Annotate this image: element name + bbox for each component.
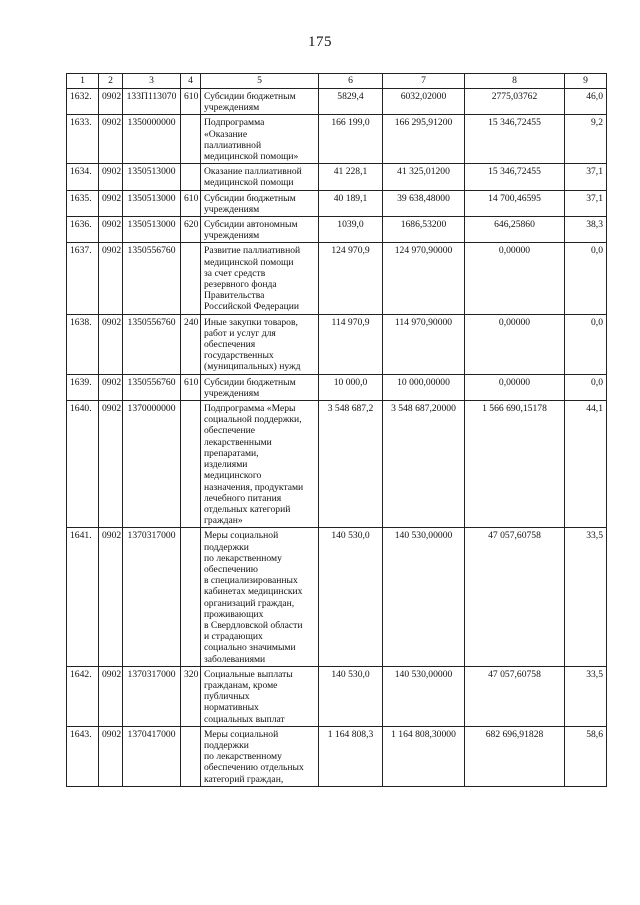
section-code: 0902 — [99, 374, 123, 400]
planned-value: 166 199,0 — [319, 115, 383, 164]
execution-percent: 33,5 — [565, 666, 607, 726]
article-code: 1350000000 — [123, 115, 181, 164]
execution-percent: 37,1 — [565, 164, 607, 190]
revised-value: 140 530,00000 — [383, 666, 465, 726]
row-number: 1633. — [67, 115, 99, 164]
col-header: 5 — [201, 74, 319, 89]
table-row — [67, 666, 607, 726]
planned-value: 1 164 808,3 — [319, 726, 383, 786]
item-name: Субсидии автономным учреждениям — [201, 217, 319, 243]
article-code: 133П113070 — [123, 89, 181, 115]
expense-type-code — [181, 726, 201, 786]
planned-value: 1039,0 — [319, 217, 383, 243]
planned-value: 114 970,9 — [319, 314, 383, 374]
expense-type-code: 610 — [181, 89, 201, 115]
planned-value: 3 548 687,2 — [319, 401, 383, 528]
col-header: 2 — [99, 74, 123, 89]
item-name: Развитие паллиативной медицинской помощи за счет средств резервного фонда Правительства Российской Федерации — [201, 243, 319, 314]
table-row — [67, 528, 607, 666]
executed-value: 0,00000 — [465, 374, 565, 400]
item-name: Меры социальной поддержки по лекарственному обеспечению отдельных категорий граждан, — [201, 726, 319, 786]
item-name: Подпрограмма «Оказание паллиативной медицинской помощи» — [201, 115, 319, 164]
section-code: 0902 — [99, 314, 123, 374]
revised-value: 1686,53200 — [383, 217, 465, 243]
planned-value: 140 530,0 — [319, 528, 383, 666]
item-name: Меры социальной поддержки по лекарственному обеспечению в специализированных кабинетах медицинских организаций граждан, проживающих в Свердловской области и страдающих социально значимыми заболеваниями — [201, 528, 319, 666]
col-header: 6 — [319, 74, 383, 89]
col-header: 7 — [383, 74, 465, 89]
article-code: 1350513000 — [123, 217, 181, 243]
execution-percent: 37,1 — [565, 190, 607, 216]
executed-value: 1 566 690,15178 — [465, 401, 565, 528]
table-row — [67, 726, 607, 786]
planned-value: 5829,4 — [319, 89, 383, 115]
article-code: 1350556760 — [123, 314, 181, 374]
revised-value: 10 000,00000 — [383, 374, 465, 400]
executed-value: 15 346,72455 — [465, 164, 565, 190]
article-code: 1350556760 — [123, 243, 181, 314]
row-number: 1639. — [67, 374, 99, 400]
expense-type-code — [181, 243, 201, 314]
col-header: 9 — [565, 74, 607, 89]
executed-value: 15 346,72455 — [465, 115, 565, 164]
table-row — [67, 115, 607, 164]
item-name: Иные закупки товаров, работ и услуг для обеспечения государственных (муниципальных) нужд — [201, 314, 319, 374]
item-name: Подпрограмма «Меры социальной поддержки, обеспечение лекарственными препаратами, изделиями медицинского назначения, продуктами лечебного питания отдельных категорий граждан» — [201, 401, 319, 528]
section-code: 0902 — [99, 401, 123, 528]
expense-type-code: 320 — [181, 666, 201, 726]
article-code: 1350513000 — [123, 190, 181, 216]
row-number: 1643. — [67, 726, 99, 786]
executed-value: 646,25860 — [465, 217, 565, 243]
execution-percent: 0,0 — [565, 243, 607, 314]
revised-value: 1 164 808,30000 — [383, 726, 465, 786]
revised-value: 140 530,00000 — [383, 528, 465, 666]
execution-percent: 0,0 — [565, 374, 607, 400]
executed-value: 0,00000 — [465, 243, 565, 314]
execution-percent: 9,2 — [565, 115, 607, 164]
article-code: 1370317000 — [123, 528, 181, 666]
expense-type-code: 610 — [181, 190, 201, 216]
article-code: 1350513000 — [123, 164, 181, 190]
section-code: 0902 — [99, 243, 123, 314]
planned-value: 41 228,1 — [319, 164, 383, 190]
expense-type-code: 610 — [181, 374, 201, 400]
col-header: 3 — [123, 74, 181, 89]
section-code: 0902 — [99, 89, 123, 115]
section-code: 0902 — [99, 190, 123, 216]
revised-value: 3 548 687,20000 — [383, 401, 465, 528]
col-header: 1 — [67, 74, 99, 89]
row-number: 1635. — [67, 190, 99, 216]
expense-type-code — [181, 528, 201, 666]
revised-value: 166 295,91200 — [383, 115, 465, 164]
executed-value: 47 057,60758 — [465, 666, 565, 726]
section-code: 0902 — [99, 528, 123, 666]
item-name: Социальные выплаты гражданам, кроме публичных нормативных социальных выплат — [201, 666, 319, 726]
article-code: 1370417000 — [123, 726, 181, 786]
article-code: 1370000000 — [123, 401, 181, 528]
revised-value: 114 970,90000 — [383, 314, 465, 374]
row-number: 1641. — [67, 528, 99, 666]
planned-value: 140 530,0 — [319, 666, 383, 726]
table-row — [67, 374, 607, 400]
table-row — [67, 243, 607, 314]
row-number: 1632. — [67, 89, 99, 115]
execution-percent: 46,0 — [565, 89, 607, 115]
row-number: 1642. — [67, 666, 99, 726]
expense-type-code: 240 — [181, 314, 201, 374]
item-name: Оказание паллиативной медицинской помощи — [201, 164, 319, 190]
item-name: Субсидии бюджетным учреждениям — [201, 374, 319, 400]
item-name: Субсидии бюджетным учреждениям — [201, 190, 319, 216]
executed-value: 2775,03762 — [465, 89, 565, 115]
row-number: 1636. — [67, 217, 99, 243]
table-row — [67, 164, 607, 190]
revised-value: 39 638,48000 — [383, 190, 465, 216]
section-code: 0902 — [99, 666, 123, 726]
planned-value: 40 189,1 — [319, 190, 383, 216]
header-row — [67, 74, 607, 89]
execution-percent: 38,3 — [565, 217, 607, 243]
expense-type-code — [181, 401, 201, 528]
planned-value: 124 970,9 — [319, 243, 383, 314]
table-row — [67, 217, 607, 243]
execution-percent: 44,1 — [565, 401, 607, 528]
revised-value: 41 325,01200 — [383, 164, 465, 190]
row-number: 1640. — [67, 401, 99, 528]
executed-value: 0,00000 — [465, 314, 565, 374]
expense-type-code — [181, 115, 201, 164]
table-row — [67, 314, 607, 374]
col-header: 4 — [181, 74, 201, 89]
revised-value: 124 970,90000 — [383, 243, 465, 314]
executed-value: 47 057,60758 — [465, 528, 565, 666]
expense-type-code — [181, 164, 201, 190]
section-code: 0902 — [99, 164, 123, 190]
executed-value: 14 700,46595 — [465, 190, 565, 216]
table-row — [67, 190, 607, 216]
execution-percent: 33,5 — [565, 528, 607, 666]
article-code: 1350556760 — [123, 374, 181, 400]
row-number: 1634. — [67, 164, 99, 190]
execution-percent: 58,6 — [565, 726, 607, 786]
row-number: 1638. — [67, 314, 99, 374]
table-row — [67, 89, 607, 115]
planned-value: 10 000,0 — [319, 374, 383, 400]
table-row — [67, 401, 607, 528]
page-number: 175 — [308, 34, 332, 50]
expense-type-code: 620 — [181, 217, 201, 243]
executed-value: 682 696,91828 — [465, 726, 565, 786]
article-code: 1370317000 — [123, 666, 181, 726]
execution-percent: 0,0 — [565, 314, 607, 374]
col-header: 8 — [465, 74, 565, 89]
budget-table — [66, 73, 607, 787]
revised-value: 6032,02000 — [383, 89, 465, 115]
section-code: 0902 — [99, 217, 123, 243]
row-number: 1637. — [67, 243, 99, 314]
section-code: 0902 — [99, 726, 123, 786]
section-code: 0902 — [99, 115, 123, 164]
item-name: Субсидии бюджетным учреждениям — [201, 89, 319, 115]
